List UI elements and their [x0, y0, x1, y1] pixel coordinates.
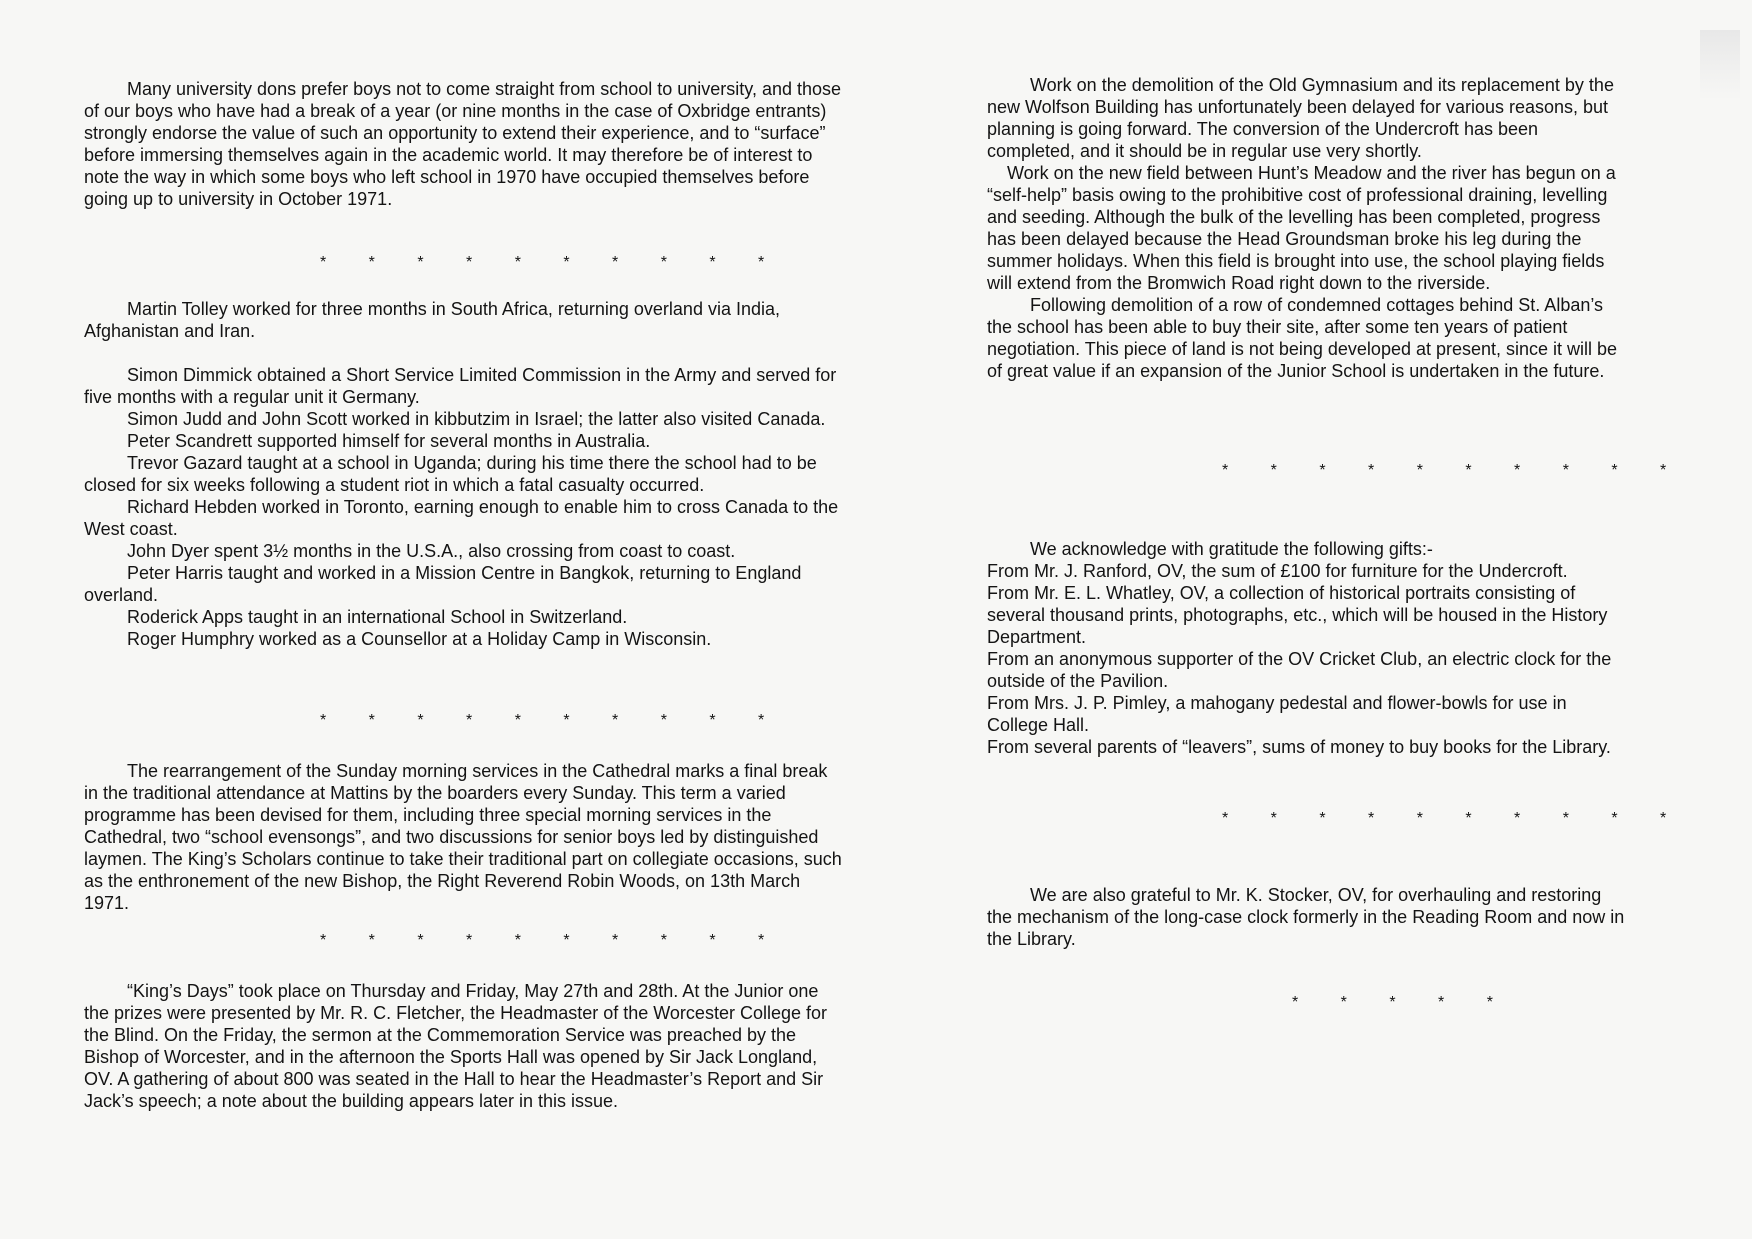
gift-item: From Mrs. J. P. Pimley, a mahogany pedestal and flower-bowls for use in College Hall. — [987, 693, 1567, 735]
gap-year-intro — [84, 78, 844, 210]
list-item: John Dyer spent 3½ months in the U.S.A., also crossing from coast to coast. — [127, 541, 736, 561]
gifts-section — [987, 538, 1627, 758]
scan-shadow — [1700, 30, 1740, 100]
star-separator: * * * * * * * * * * — [320, 712, 784, 729]
gift-item: From Mr. J. Ranford, OV, the sum of £100 for furniture for the Undercroft. — [987, 561, 1568, 581]
star-separator: * * * * * * * * * * — [320, 254, 784, 271]
list-item: Peter Scandrett supported himself for several months in Australia. — [127, 431, 651, 451]
list-item: Trevor Gazard taught at a school in Uganda; during his time there the school had to be closed for six weeks following a student riot in which a fatal casualty occurred. — [84, 453, 817, 495]
list-item: Simon Judd and John Scott worked in kibbutzim in Israel; the latter also visited Canada. — [127, 409, 826, 429]
tolley-entry — [84, 298, 844, 342]
building-news — [987, 74, 1627, 382]
stocker-note — [987, 884, 1627, 950]
sunday-services — [84, 760, 844, 914]
cottages-paragraph: Following demolition of a row of condemned cottages behind St. Alban’s the school has been able to buy their site, after some ten years of patient negotiation. This piece of land is not being developed at present, since it will be of great value if an expansion of the Junior School is undertaken in the future. — [987, 295, 1618, 381]
gift-item: From Mr. E. L. Whatley, OV, a collection of historical portraits consisting of several thousand prints, photographs, etc., which will be housed in the History Department. — [987, 583, 1608, 647]
gap-year-list — [84, 364, 844, 650]
list-item: Roderick Apps taught in an international School in Switzerland. — [127, 607, 628, 627]
gift-item: From an anonymous supporter of the OV Cricket Club, an electric clock for the outside of the Pavilion. — [987, 649, 1612, 691]
stocker-paragraph: We are also grateful to Mr. K. Stocker, OV, for overhauling and restoring the mechanism of the long-case clock formerly in the Reading Room and now in the Library. — [987, 885, 1625, 949]
gift-item: From several parents of “leavers”, sums of money to buy books for the Library. — [987, 737, 1611, 757]
star-separator-short: * * * * * — [1292, 994, 1512, 1011]
star-separator: * * * * * * * * * * — [320, 932, 784, 949]
list-item: Simon Dimmick obtained a Short Service Limited Commission in the Army and served for five months with a regular unit it Germany. — [84, 365, 837, 407]
kings-days-paragraph: “King’s Days” took place on Thursday and Friday, May 27th and 28th. At the Junior one the prizes were presented by Mr. R. C. Fletcher, the Headmaster of the Worcester College for the Blind. On the Friday, the sermon at the Commemoration Service was preached by the Bishop of Worcester, and in the afternoon the Sports Hall was opened by Sir Jack Longland, OV. A gathering of about 800 was seated in the Hall to hear the Headmaster’s Report and Sir Jack’s speech; a note about the building appears later in this issue. — [84, 981, 827, 1111]
intro-paragraph: Many university dons prefer boys not to come straight from school to university, and those of our boys who have had a break of a year (or nine months in the case of Oxbridge entrants) strongly endorse the value of such an opportunity to extend their experience, and to “surface” before immersing themselves again in the academic world. It may therefore be of interest to note the way in which some boys who left school in 1970 have occupied themselves before going up to university in October 1971. — [84, 79, 842, 209]
services-paragraph: The rearrangement of the Sunday morning services in the Cathedral marks a final break in the traditional attendance at Mattins by the boarders every Sunday. This term a varied programme has been devised for them, including three special morning services in the Cathedral, two “school evensongs”, and two discussions for senior boys led by distinguished laymen. The King’s Scholars continue to take their traditional part on collegiate occasions, such as the enthronement of the new Bishop, the Right Reverend Robin Woods, on 13th March 1971. — [84, 761, 842, 913]
tolley-paragraph: Martin Tolley worked for three months in South Africa, returning overland via India, Afghanistan and Iran. — [84, 299, 781, 341]
kings-days — [84, 980, 844, 1112]
list-item: Roger Humphry worked as a Counsellor at a Holiday Camp in Wisconsin. — [127, 629, 712, 649]
star-separator: * * * * * * * * * * — [1222, 810, 1686, 827]
gymnasium-paragraph: Work on the demolition of the Old Gymnasium and its replacement by the new Wolfson Building has unfortunately been delayed for various reasons, but planning is going forward. The conversion of the Undercroft has been completed, and it should be in regular use very shortly. — [987, 75, 1614, 161]
field-paragraph: Work on the new field between Hunt’s Meadow and the river has begun on a “self-help” basis owing to the prohibitive cost of professional draining, levelling and seeding. Although the bulk of the levelling has been completed, progress has been delayed because the Head Groundsman broke his leg during the summer holidays. When this field is brought into use, the school playing fields will extend from the Bromwich Road right down to the riverside. — [987, 163, 1616, 293]
list-item: Peter Harris taught and worked in a Mission Centre in Bangkok, returning to England overland. — [84, 563, 802, 605]
list-item: Richard Hebden worked in Toronto, earning enough to enable him to cross Canada to the West coast. — [84, 497, 839, 539]
gifts-intro: We acknowledge with gratitude the following gifts:- — [1030, 539, 1433, 559]
star-separator: * * * * * * * * * * — [1222, 462, 1686, 479]
right-page — [876, 0, 1752, 1239]
